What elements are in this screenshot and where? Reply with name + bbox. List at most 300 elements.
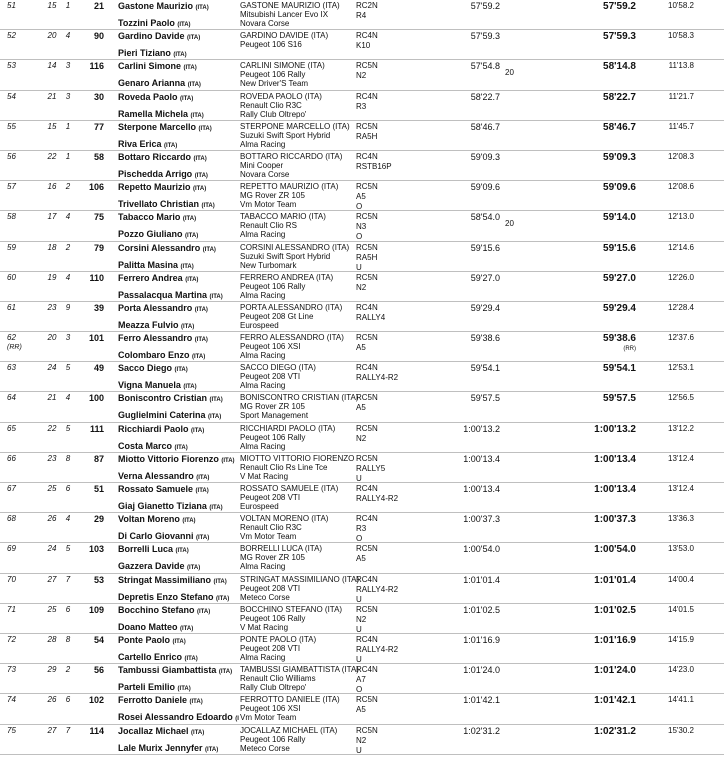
entrant-car-team: FERROTTO DANIELE (ITA) Peugeot 106 XSI Vm Motor Team [240, 695, 340, 723]
class-position: 18 [47, 242, 57, 252]
codriver-nationality: (ITA) [184, 655, 198, 662]
driver-name: Sterpone Marcello (ITA) [118, 121, 212, 132]
result-row [0, 543, 724, 573]
driver-name: Ponte Paolo (ITA) [118, 634, 186, 645]
codriver-nationality: (ITA) [181, 323, 195, 330]
result-row [0, 453, 724, 483]
gap-to-leader: 11'13.8 [668, 61, 694, 71]
result-row [0, 272, 724, 302]
codriver-name: Passalacqua Martina (ITA) [118, 289, 223, 300]
group-position: 4 [65, 514, 71, 524]
class-group: RC5N N2 U [356, 604, 378, 634]
gap-to-leader: 14'00.4 [668, 574, 694, 584]
codriver-nationality: (ITA) [196, 474, 210, 481]
codriver-name: Riva Erica (ITA) [118, 138, 178, 149]
class-group: RC4N RALLY4 [356, 302, 386, 322]
class-group: RC5N N3 O [356, 212, 378, 242]
class-group: RC5N A5 [356, 393, 378, 413]
driver-name: Stringat Massimiliano (ITA) [118, 574, 227, 585]
class-group: RC5N N2 [356, 272, 378, 292]
class-group: RC4N RALLY4-R2 U [356, 634, 399, 664]
class-group: RC5N N2 U [356, 725, 378, 755]
group-position: 5 [65, 363, 71, 373]
entrant-car-team: PORTA ALESSANDRO (ITA) Peugeot 208 Gt Line Eurospeed [240, 302, 343, 330]
group-position: 6 [65, 484, 71, 493]
position: 63 [7, 363, 16, 373]
stage-time: 1:01'24.0 [463, 665, 500, 676]
total-note: (RR) [623, 346, 636, 353]
class-group: RC5N RA5H [356, 121, 378, 141]
class-position: 25 [47, 604, 57, 614]
class-group: RC5N N2 [356, 61, 378, 81]
entrant-car-team: STERPONE MARCELLO (ITA) Suzuki Swift Sport Hybrid Alma Racing [240, 121, 350, 149]
codriver-name: Cartello Enrico (ITA) [118, 651, 198, 662]
stage-time: 58'54.0 [470, 212, 500, 223]
car-number: 39 [93, 302, 104, 313]
car-number: 58 [93, 151, 104, 162]
class-position: 17 [47, 212, 57, 222]
driver-nationality: (ITA) [175, 548, 189, 555]
codriver-nationality: (ITA) [177, 686, 191, 693]
class-position: 19 [47, 272, 57, 282]
gap-to-leader: 12'13.0 [668, 212, 694, 222]
codriver-nationality: (ITA) [173, 52, 187, 59]
car-number: 21 [93, 1, 104, 11]
position-note: (RR) [7, 344, 22, 352]
entrant-car-team: CARLINI SIMONE (ITA) Peugeot 106 Rally New Driver'S Team [240, 61, 325, 89]
car-number: 109 [88, 604, 104, 615]
stage-time: 57'59.3 [470, 31, 500, 42]
class-position: 14 [47, 61, 57, 71]
position: 72 [7, 634, 16, 644]
codriver-name: Ramella Michela (ITA) [118, 108, 204, 119]
class-position: 24 [47, 363, 57, 373]
result-row [0, 0, 724, 30]
car-number: 53 [93, 574, 104, 585]
car-number: 54 [93, 634, 104, 645]
codriver-name: Palitta Masina (ITA) [118, 259, 194, 270]
codriver-nationality: (ITA) [187, 565, 201, 572]
gap-to-leader: 10'58.3 [668, 31, 694, 41]
car-number: 87 [93, 453, 104, 464]
penalty: 20 [505, 68, 514, 78]
codriver-name: Pozzo Giuliano (ITA) [118, 229, 199, 240]
driver-name: Gastone Maurizio (ITA) [118, 1, 209, 11]
position: 70 [7, 574, 16, 584]
entrant-car-team: MIOTTO VITTORIO FIORENZO Renault Clio Rs Line Tce V Mat Racing [240, 453, 355, 481]
class-group: RC4N R3 [356, 91, 378, 111]
gap-to-leader: 14'15.9 [668, 634, 694, 644]
class-position: 28 [47, 634, 57, 644]
result-row [0, 574, 724, 604]
driver-name: Corsini Alessandro (ITA) [118, 242, 216, 253]
group-position: 1 [65, 151, 71, 161]
group-position: 6 [65, 604, 71, 614]
position: 62 [7, 333, 16, 343]
class-position: 27 [47, 725, 57, 735]
codriver-nationality: (ITA) [185, 233, 199, 240]
driver-name: Miotto Vittorio Fiorenzo (ITA) [118, 453, 235, 464]
group-position: 4 [65, 212, 71, 222]
codriver-name: Di Carlo Giovanni (ITA) [118, 531, 210, 542]
codriver-nationality: (ITA) [177, 22, 191, 28]
class-group: RC5N RA5H U [356, 242, 378, 272]
group-position: 9 [65, 302, 71, 312]
codriver-nationality: (ITA) [205, 746, 219, 753]
codriver-name: Pieri Tiziano (ITA) [118, 48, 187, 59]
result-row [0, 392, 724, 422]
class-group: RC4N K10 [356, 31, 378, 51]
total-time: 58'14.8 [603, 61, 636, 73]
driver-nationality: (ITA) [195, 488, 209, 494]
group-position: 5 [65, 544, 71, 554]
position: 75 [7, 725, 16, 735]
stage-time: 1:00'13.2 [463, 423, 500, 434]
driver-name: Repetto Maurizio (ITA) [118, 182, 207, 193]
driver-name: Ferro Alessandro (ITA) [118, 333, 208, 344]
result-row [0, 181, 724, 211]
driver-name: Tambussi Giambattista (ITA) [118, 665, 233, 676]
total-time: 59'14.0 [603, 212, 636, 224]
result-row [0, 694, 724, 724]
driver-nationality: (ITA) [195, 5, 209, 11]
driver-name: Ferrero Andrea (ITA) [118, 272, 199, 283]
class-position: 27 [47, 574, 57, 584]
stage-time: 57'54.8 [470, 61, 500, 72]
codriver-name: Giaj Gianetto Tiziana (ITA) [118, 501, 223, 511]
gap-to-leader: 10'58.2 [668, 1, 694, 10]
group-position: 4 [65, 393, 71, 403]
class-group: RC5N A5 O [356, 182, 378, 212]
position: 58 [7, 212, 16, 222]
group-position: 4 [65, 31, 71, 41]
codriver-nationality: (ITA) [196, 535, 210, 542]
position: 56 [7, 151, 16, 161]
car-number: 29 [93, 514, 104, 525]
codriver-nationality: (ITA) [201, 203, 215, 210]
total-time: 59'27.0 [603, 272, 636, 284]
total-time: 1:00'13.4 [594, 453, 636, 465]
driver-name: Bottaro Riccardo (ITA) [118, 151, 207, 162]
driver-nationality: (ITA) [198, 125, 212, 132]
car-number: 101 [88, 333, 104, 344]
codriver-nationality: (I [235, 716, 239, 723]
car-number: 116 [89, 61, 104, 72]
class-position: 15 [47, 1, 57, 10]
total-time: 1:00'37.3 [594, 514, 636, 526]
result-row [0, 725, 724, 755]
class-position: 22 [47, 151, 57, 161]
class-position: 20 [47, 31, 57, 41]
total-time: 1:01'16.9 [594, 634, 636, 646]
entrant-car-team: PONTE PAOLO (ITA) Peugeot 208 VTI Alma Racing [240, 634, 317, 662]
class-position: 23 [47, 302, 57, 312]
class-position: 23 [47, 453, 57, 463]
gap-to-leader: 12'56.5 [668, 393, 694, 403]
entrant-car-team: FERRO ALESSANDRO (ITA) Peugeot 106 XSI Alma Racing [240, 333, 344, 361]
result-row [0, 302, 724, 332]
group-position: 8 [65, 634, 71, 644]
entrant-car-team: RICCHIARDI PAOLO (ITA) Peugeot 106 Rally Alma Racing [240, 423, 336, 451]
driver-name: Ferrotto Daniele (ITA) [118, 695, 203, 706]
driver-nationality: (ITA) [191, 427, 205, 434]
car-number: 90 [93, 31, 104, 42]
driver-nationality: (ITA) [182, 518, 196, 525]
stage-time: 1:01'02.5 [463, 604, 500, 615]
car-number: 51 [93, 484, 104, 494]
entrant-car-team: ROSSATO SAMUELE (ITA) Peugeot 208 VTI Eurospeed [240, 484, 339, 511]
driver-nationality: (ITA) [209, 397, 223, 404]
total-time: 59'09.6 [603, 182, 636, 194]
result-row [0, 423, 724, 453]
position: 64 [7, 393, 16, 403]
result-row [0, 60, 724, 90]
stage-time: 1:01'16.9 [463, 634, 500, 645]
class-group: RC5N A5 [356, 544, 378, 564]
total-time: 1:02'31.2 [594, 725, 636, 737]
codriver-nationality: (ITA) [192, 354, 206, 361]
gap-to-leader: 14'23.0 [668, 665, 694, 675]
result-row [0, 91, 724, 121]
codriver-name: Vigna Manuela (ITA) [118, 380, 197, 391]
gap-to-leader: 12'37.6 [668, 333, 694, 343]
total-time: 1:00'13.4 [594, 484, 636, 495]
driver-name: Tabacco Mario (ITA) [118, 212, 197, 223]
gap-to-leader: 11'21.7 [668, 91, 694, 101]
entrant-car-team: BORRELLI LUCA (ITA) MG Rover ZR 105 Alma Racing [240, 544, 323, 572]
result-row [0, 332, 724, 362]
result-row [0, 604, 724, 634]
codriver-nationality: (ITA) [180, 263, 194, 270]
position: 52 [7, 31, 16, 41]
group-position: 2 [65, 665, 71, 675]
codriver-name: Lale Murix Jennyfer (ITA) [118, 742, 219, 753]
stage-time: 59'09.3 [470, 151, 500, 162]
position: 65 [7, 423, 16, 433]
codriver-nationality: (ITA) [187, 82, 201, 89]
class-position: 29 [47, 665, 57, 675]
entrant-car-team: TAMBUSSI GIAMBATTISTA (ITA) Renault Clio Williams Rally Club Oltrepo' [240, 665, 359, 693]
group-position: 1 [65, 1, 71, 10]
class-group: RC2N R4 [356, 1, 378, 20]
position: 57 [7, 182, 16, 192]
class-position: 26 [47, 695, 57, 705]
driver-name: Gardino Davide (ITA) [118, 31, 201, 42]
entrant-car-team: STRINGAT MASSIMILIANO (ITA) Peugeot 208 VTI Meteco Corse [240, 574, 360, 602]
result-row [0, 211, 724, 241]
total-time: 1:01'02.5 [594, 604, 636, 616]
car-number: 103 [88, 544, 104, 555]
codriver-nationality: (ITA) [209, 293, 223, 300]
group-position: 7 [65, 574, 71, 584]
codriver-nationality: (ITA) [209, 505, 223, 511]
group-position: 2 [65, 242, 71, 252]
driver-nationality: (ITA) [191, 729, 205, 736]
group-position: 5 [65, 423, 71, 433]
total-time: 58'22.7 [603, 91, 636, 103]
driver-nationality: (ITA) [193, 186, 207, 193]
gap-to-leader: 13'12.2 [668, 423, 694, 433]
class-position: 21 [47, 91, 57, 101]
car-number: 106 [88, 182, 104, 193]
position: 71 [7, 604, 16, 614]
class-group: RC5N A5 [356, 333, 378, 353]
class-position: 20 [47, 333, 57, 343]
gap-to-leader: 13'12.4 [668, 484, 694, 493]
stage-time: 1:00'54.0 [463, 544, 500, 555]
codriver-name: Rosei Alessandro Edoardo (I [118, 712, 239, 723]
gap-to-leader: 14'01.5 [668, 604, 694, 614]
group-position: 7 [65, 725, 71, 735]
driver-nationality: (ITA) [182, 216, 197, 223]
driver-name: Jocallaz Michael (ITA) [118, 725, 205, 736]
stage-time: 1:00'37.3 [463, 514, 500, 525]
entrant-car-team: GASTONE MAURIZIO (ITA) Mitsubishi Lancer Evo IX Novara Corse [240, 1, 340, 28]
car-number: 102 [88, 695, 104, 706]
position: 68 [7, 514, 16, 524]
gap-to-leader: 12'26.0 [668, 272, 694, 282]
entrant-car-team: BONISCONTRO CRISTIAN (ITA) MG Rover ZR 105 Sport Management [240, 393, 359, 421]
entrant-car-team: SACCO DIEGO (ITA) Peugeot 208 VTI Alma Racing [240, 363, 316, 391]
class-group: RC5N RALLY5 U [356, 453, 386, 483]
result-row [0, 121, 724, 151]
gap-to-leader: 13'12.4 [668, 453, 694, 463]
group-position: 2 [65, 182, 71, 192]
car-number: 75 [93, 212, 104, 223]
gap-to-leader: 12'14.6 [668, 242, 694, 252]
position: 51 [7, 1, 16, 10]
entrant-car-team: FERRERO ANDREA (ITA) Peugeot 106 Rally Alma Racing [240, 272, 334, 300]
driver-nationality: (ITA) [187, 35, 201, 42]
group-position: 3 [65, 333, 71, 343]
entrant-car-team: GARDINO DAVIDE (ITA) Peugeot 106 S16 [240, 31, 329, 50]
driver-name: Ricchiardi Paolo (ITA) [118, 423, 205, 434]
position: 67 [7, 484, 16, 493]
total-time: 1:00'13.2 [594, 423, 636, 435]
total-time: 59'29.4 [603, 302, 636, 314]
car-number: 79 [93, 242, 104, 253]
class-position: 21 [47, 393, 57, 403]
codriver-nationality: (ITA) [174, 444, 188, 451]
codriver-nationality: (ITA) [208, 414, 222, 421]
group-position: 4 [65, 272, 71, 282]
codriver-name: Colombaro Enzo (ITA) [118, 350, 206, 361]
total-time: 59'09.3 [603, 151, 636, 163]
group-position: 6 [65, 695, 71, 705]
total-time: 59'57.5 [603, 393, 636, 405]
class-position: 15 [47, 121, 57, 131]
position: 66 [7, 453, 16, 463]
driver-nationality: (ITA) [197, 608, 211, 615]
car-number: 30 [93, 91, 104, 102]
class-group: RC4N A7 O [356, 665, 378, 695]
class-position: 25 [47, 484, 57, 493]
driver-nationality: (ITA) [180, 95, 194, 102]
codriver-name: Tozzini Paolo (ITA) [118, 18, 191, 28]
class-position: 24 [47, 544, 57, 554]
position: 54 [7, 91, 16, 101]
codriver-nationality: (ITA) [194, 172, 208, 179]
class-group: RC5N A5 [356, 695, 378, 715]
gap-to-leader: 13'53.0 [668, 544, 694, 554]
codriver-name: Trivellato Christian (ITA) [118, 199, 215, 210]
result-row [0, 151, 724, 181]
driver-name: Borrelli Luca (ITA) [118, 544, 189, 555]
position: 53 [7, 61, 16, 71]
entrant-car-team: CORSINI ALESSANDRO (ITA) Suzuki Swift Sport Hybrid New Turbomark [240, 242, 350, 270]
codriver-nationality: (ITA) [180, 625, 194, 632]
driver-name: Rossato Samuele (ITA) [118, 484, 209, 494]
codriver-name: Pischedda Arrigo (ITA) [118, 168, 208, 179]
driver-nationality: (ITA) [218, 669, 233, 676]
driver-name: Bocchino Stefano (ITA) [118, 604, 211, 615]
codriver-name: Verna Alessandro (ITA) [118, 470, 210, 481]
group-position: 8 [65, 453, 71, 463]
driver-nationality: (ITA) [194, 306, 208, 313]
gap-to-leader: 12'53.1 [668, 363, 694, 373]
driver-name: Roveda Paolo (ITA) [118, 91, 194, 102]
class-group: RC4N RSTB16P [356, 151, 392, 171]
stage-time: 59'29.4 [470, 302, 500, 313]
penalty: 20 [505, 219, 514, 229]
driver-nationality: (ITA) [202, 246, 216, 253]
gap-to-leader: 12'28.4 [668, 302, 694, 312]
codriver-nationality: (ITA) [183, 384, 197, 391]
driver-nationality: (ITA) [213, 578, 227, 585]
stage-time: 59'09.6 [470, 182, 500, 193]
result-row [0, 242, 724, 272]
entrant-car-team: BOTTARO RICCARDO (ITA) Mini Cooper Novara Corse [240, 151, 343, 179]
gap-to-leader: 12'08.6 [668, 182, 694, 192]
car-number: 114 [89, 725, 104, 736]
total-time: 1:00'54.0 [594, 544, 636, 556]
total-time: 58'46.7 [603, 121, 636, 133]
stage-time: 1:01'42.1 [463, 695, 500, 706]
codriver-nationality: (ITA) [164, 142, 178, 149]
driver-nationality: (ITA) [189, 699, 203, 706]
gap-to-leader: 11'45.7 [668, 121, 694, 131]
driver-name: Porta Alessandro (ITA) [118, 302, 208, 313]
position: 73 [7, 665, 16, 675]
car-number: 110 [89, 272, 104, 283]
stage-time: 58'46.7 [470, 121, 500, 132]
codriver-name: Genaro Arianna (ITA) [118, 78, 201, 89]
group-position: 1 [65, 121, 71, 131]
entrant-car-team: BOCCHINO STEFANO (ITA) Peugeot 106 Rally V Mat Racing [240, 604, 343, 632]
position: 69 [7, 544, 16, 554]
driver-name: Sacco Diego (ITA) [118, 363, 188, 374]
stage-time: 1:00'13.4 [463, 484, 500, 494]
entrant-car-team: REPETTO MAURIZIO (ITA) MG Rover ZR 105 Vm Motor Team [240, 182, 339, 210]
car-number: 77 [93, 121, 104, 132]
car-number: 49 [93, 363, 104, 374]
position: 74 [7, 695, 16, 705]
total-time: 57'59.3 [603, 31, 636, 43]
codriver-name: Guglielmini Caterina (ITA) [118, 410, 222, 421]
class-position: 22 [47, 423, 57, 433]
entrant-car-team: TABACCO MARIO (ITA) Renault Clio RS Alma Racing [240, 212, 326, 240]
entrant-car-team: VOLTAN MORENO (ITA) Renault Clio R3C Vm Motor Team [240, 514, 329, 542]
total-time: 1:01'01.4 [594, 574, 636, 586]
stage-time: 59'57.5 [470, 393, 500, 404]
class-position: 26 [47, 514, 57, 524]
total-time: 59'54.1 [603, 363, 636, 375]
codriver-name: Doano Matteo (ITA) [118, 621, 194, 632]
car-number: 100 [88, 393, 104, 404]
class-group: RC4N R3 O [356, 514, 378, 544]
class-group: RC5N N2 [356, 423, 378, 443]
total-time: 59'15.6 [603, 242, 636, 254]
